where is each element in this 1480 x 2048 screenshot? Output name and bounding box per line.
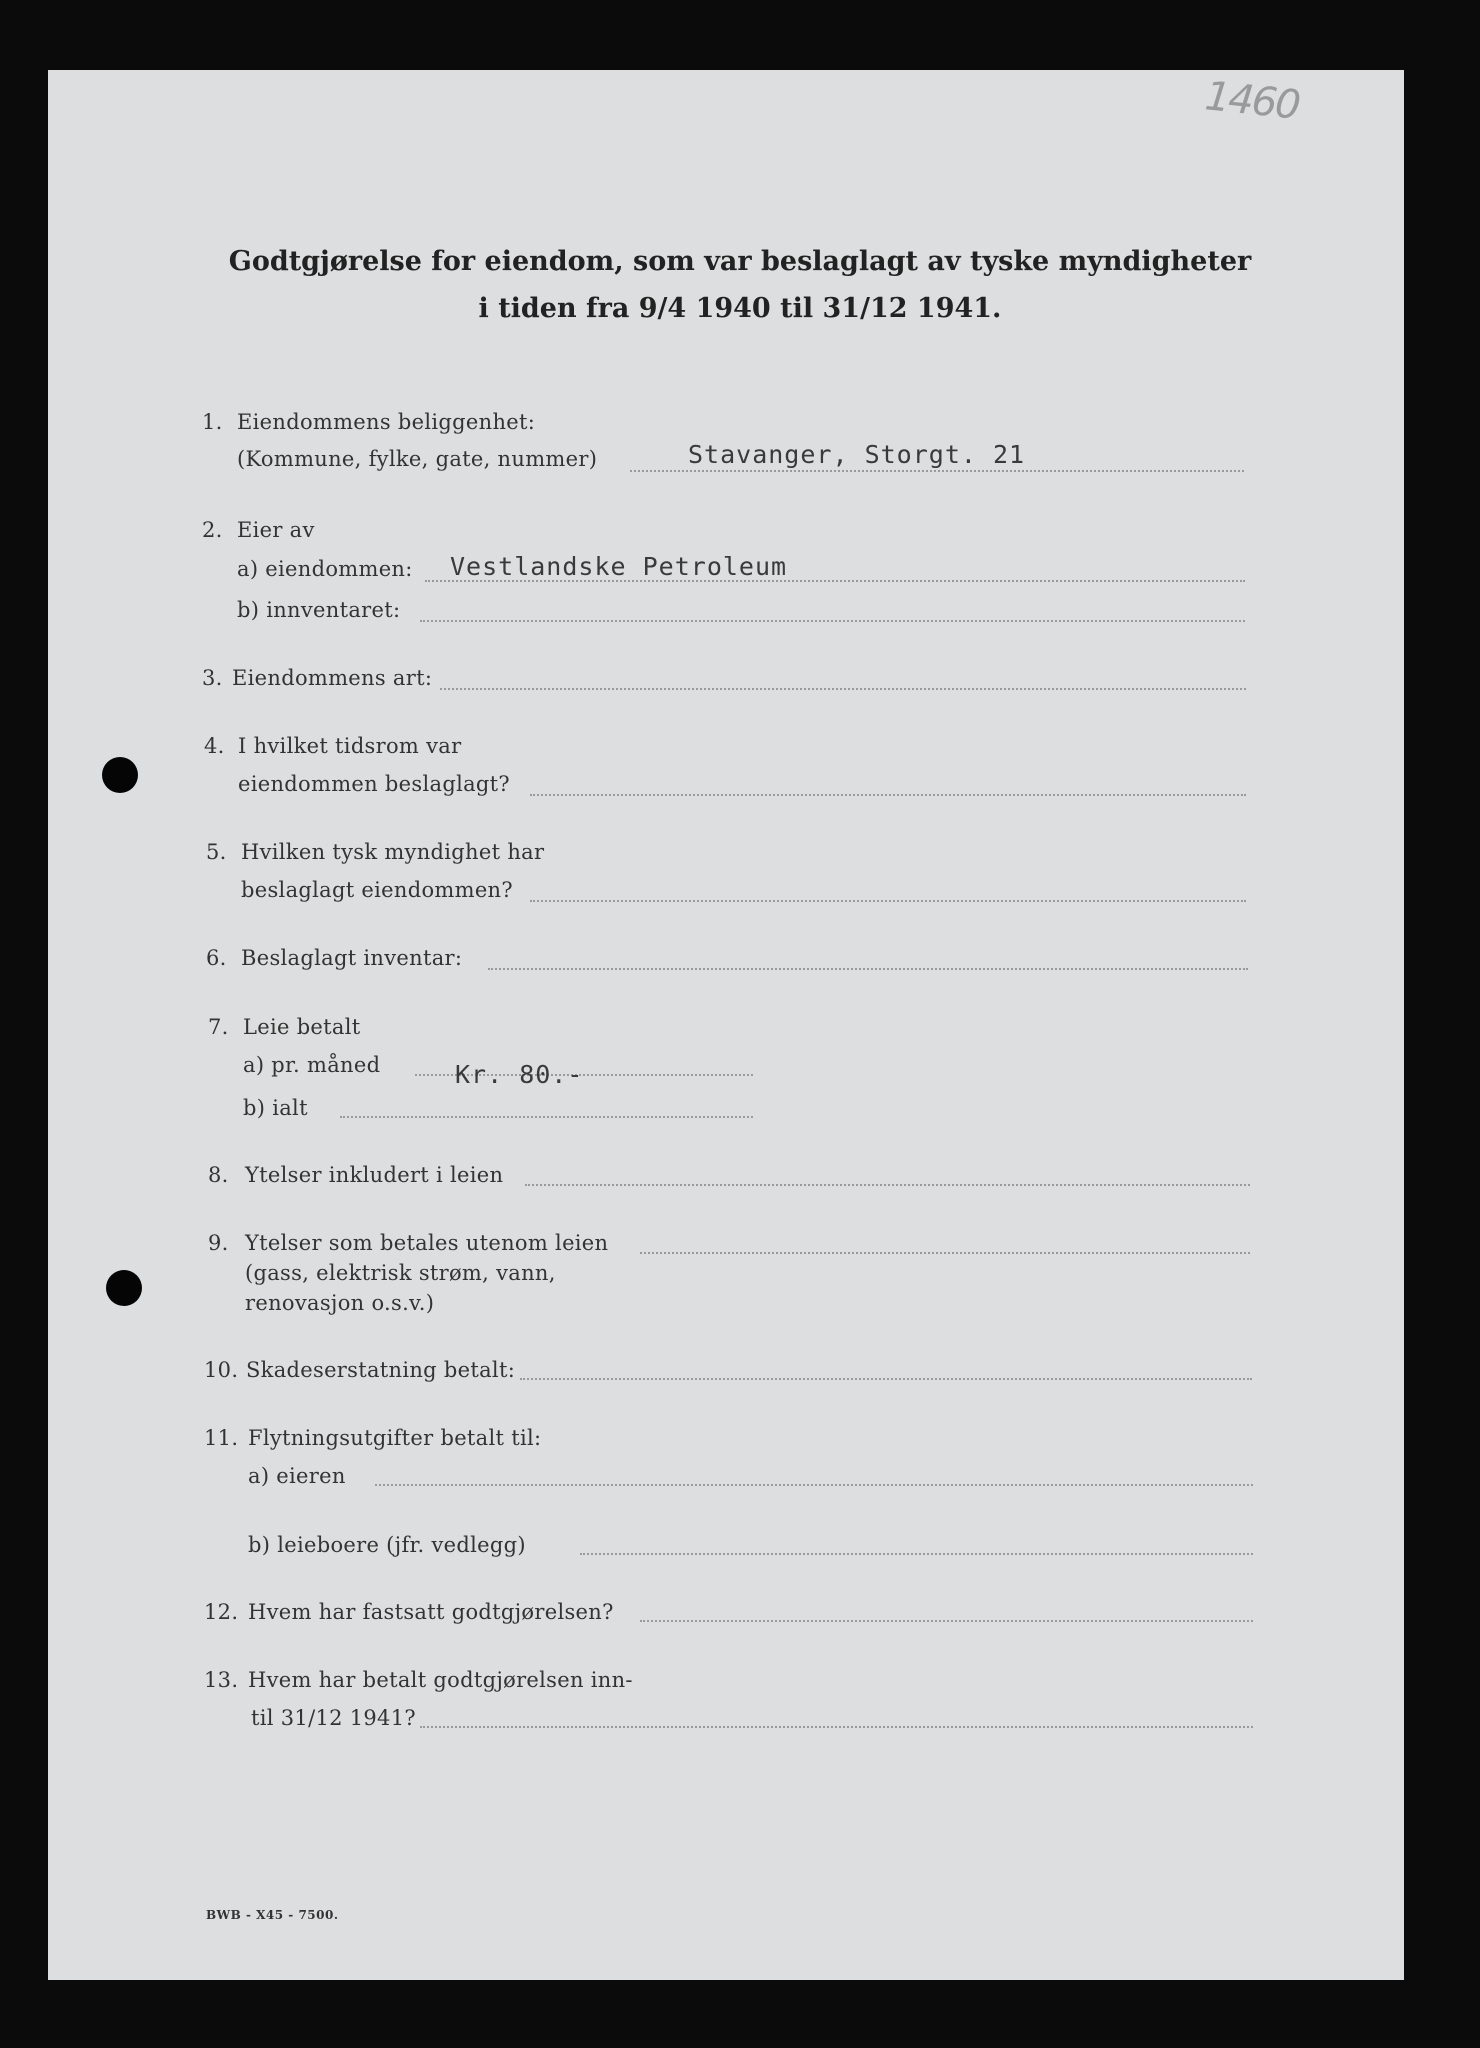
field-12-label: Hvem har fastsatt godtgjørelsen? [248,1600,614,1624]
field-7a-label: a) pr. måned [243,1053,381,1077]
field-2-label: Eier av [237,518,315,542]
field-5-label-2: beslaglagt eiendommen? [241,878,513,902]
field-8-number: 8. [208,1163,229,1187]
field-13-label-2: til 31/12 1941? [251,1706,416,1730]
title-line-1: Godtgjørelse for eiendom, som var beslaglagt av tyske myndigheter [228,246,1252,277]
field-6-label: Beslaglagt inventar: [241,946,463,970]
field-3-label: Eiendommens art: [232,666,433,690]
field-7-label: Leie betalt [243,1015,361,1039]
field-13-label: Hvem har betalt godtgjørelsen inn- [248,1668,633,1692]
field-4-number: 4. [204,734,225,758]
field-11a-label: a) eieren [248,1464,346,1488]
field-10-number: 10. [204,1358,239,1382]
field-2-number: 2. [202,518,223,542]
field-8-line[interactable] [525,1184,1250,1186]
field-1-number: 1. [202,410,223,434]
punch-hole-bottom [106,1270,142,1306]
field-6-number: 6. [206,946,227,970]
field-12-line[interactable] [640,1620,1253,1622]
field-11-number: 11. [204,1426,239,1450]
field-9-label: Ytelser som betales utenom leien [245,1231,609,1255]
field-6-line[interactable] [488,968,1248,970]
field-2b-line[interactable] [420,620,1245,622]
field-11-label: Flytningsutgifter betalt til: [248,1426,542,1450]
field-7b-line[interactable] [340,1116,753,1118]
field-4-label-2: eiendommen beslaglagt? [238,772,510,796]
field-1-sublabel: (Kommune, fylke, gate, nummer) [237,447,598,471]
field-9-label-2: (gass, elektrisk strøm, vann, [245,1261,556,1285]
field-12-number: 12. [204,1600,239,1624]
field-1-label: Eiendommens beliggenhet: [237,410,536,434]
title-line-2: i tiden fra 9/4 1940 til 31/12 1941. [478,293,1002,324]
field-13-line[interactable] [420,1726,1253,1728]
field-1-value: Stavanger, Storgt. 21 [688,440,1026,469]
field-10-label: Skadeserstatning betalt: [246,1358,516,1382]
field-8-label: Ytelser inkludert i leien [245,1163,504,1187]
field-10-line[interactable] [520,1378,1252,1380]
field-2a-value: Vestlandske Petroleum [450,552,788,581]
field-9-label-3: renovasjon o.s.v.) [245,1291,435,1315]
field-11b-label: b) leieboere (jfr. vedlegg) [248,1533,526,1557]
field-11b-line[interactable] [580,1553,1253,1555]
field-4-label: I hvilket tidsrom var [238,734,462,758]
field-5-line[interactable] [530,900,1246,902]
field-7b-label: b) ialt [243,1096,308,1120]
page-number: 1460 [1202,73,1301,129]
field-9-line[interactable] [640,1252,1250,1254]
field-9-number: 9. [208,1231,229,1255]
field-7a-value: Kr. 80.- [455,1060,584,1089]
print-code: BWB - X45 - 7500. [206,1908,339,1922]
field-13-number: 13. [204,1668,239,1692]
field-2a-label: a) eiendommen: [237,557,413,581]
form-title [0,238,1480,332]
field-5-number: 5. [206,840,227,864]
field-3-line[interactable] [440,688,1246,690]
field-3-number: 3. [202,666,223,690]
field-1-line[interactable] [630,470,1244,472]
punch-hole-top [102,757,138,793]
field-5-label: Hvilken tysk myndighet har [241,840,545,864]
field-4-line[interactable] [530,794,1246,796]
field-2b-label: b) innventaret: [237,598,401,622]
field-7-number: 7. [208,1015,229,1039]
field-11a-line[interactable] [375,1484,1253,1486]
